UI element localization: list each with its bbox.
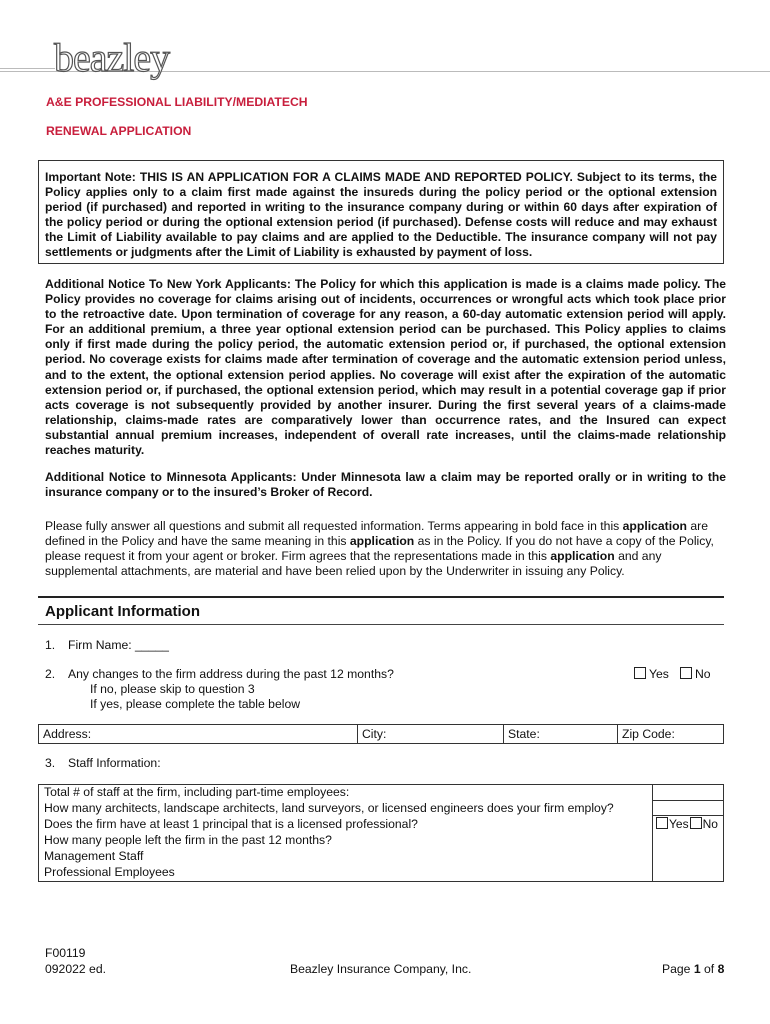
section-applicant-information	[38, 596, 724, 620]
form-number: F00119	[45, 946, 86, 960]
instructions	[45, 519, 726, 579]
company-name: Beazley Insurance Company, Inc.	[290, 962, 472, 976]
principal-no-label: No	[702, 817, 718, 831]
principal-yes-option[interactable]	[656, 817, 718, 832]
address-cell[interactable]: Address:	[43, 727, 92, 741]
staff-row-professional[interactable]: Professional Employees	[44, 865, 175, 879]
q2-yes-checkbox[interactable]	[634, 667, 646, 679]
city-cell[interactable]: City:	[357, 725, 503, 743]
question-2-text: Any changes to the firm address during the past 12 months?	[68, 667, 394, 681]
page-current: 1	[693, 962, 701, 976]
page-number	[662, 962, 724, 977]
staff-row-total[interactable]: Total # of staff at the firm, including part-time employees:	[44, 785, 350, 799]
section-title: Applicant Information	[45, 603, 200, 620]
question-2-sub-2: If yes, please complete the table below	[90, 697, 301, 711]
instructions-text-3: as in the Policy. If you do not have a copy of the Policy, please request it from your agent or broker. Firm agrees that the representations made in this	[45, 534, 714, 563]
q2-no-option[interactable]	[680, 667, 711, 682]
principal-yes-checkbox[interactable]	[656, 817, 668, 829]
staff-row-left-firm[interactable]: How many people left the firm in the past 12 months?	[44, 833, 332, 847]
q2-yes-option[interactable]	[634, 667, 669, 682]
page-of: of	[700, 962, 718, 976]
state-cell[interactable]: State:	[503, 725, 617, 743]
instructions-text-2: are defined in the Policy and have the same meaning in this	[45, 519, 709, 548]
question-3-number: 3.	[45, 756, 56, 770]
page-total: 8	[717, 962, 725, 976]
ny-notice-block	[45, 277, 726, 458]
instructions-text-4: and any supplemental attachments, are material and have been relied upon by the Underwriter in issuing any Policy.	[45, 549, 662, 578]
staff-row-management[interactable]: Management Staff	[44, 849, 144, 863]
page-prefix: Page	[662, 962, 694, 976]
staff-row-principal: Does the firm have at least 1 principal that is a licensed professional?	[44, 817, 418, 831]
form-subtitle: RENEWAL APPLICATION	[46, 124, 192, 138]
instructions-bold-2: application	[349, 534, 415, 548]
header-rule-left	[0, 68, 55, 69]
q2-yes-label: Yes	[649, 667, 669, 681]
zip-code-cell[interactable]: Zip Code:	[617, 725, 723, 743]
important-note: Important Note: THIS IS AN APPLICATION FOR A CLAIMS MADE AND REPORTED POLICY. Subject to its terms, the Policy applies only to a claim first made against the insureds during the policy period or the optional extension period (if purchased) and reported in writing to the insurance company during or within 60 days after expiration of the policy period or during the optional extension period (if purchased). Defense costs will reduce and may exhaust the Limit of Liability available to pay claims and are applied to the Deductible. The insurance company will not pay settlements or judgments after the Limit of Liability is exhausted by payment of loss.	[45, 170, 717, 260]
instructions-bold-1: application	[622, 519, 687, 533]
staff-row-licensed[interactable]: How many architects, landscape architects, land surveyors, or licensed engineers does your firm employ?	[44, 801, 614, 815]
form-title: A&E PROFESSIONAL LIABILITY/MEDIATECH	[46, 95, 308, 109]
question-3-text: Staff Information:	[68, 756, 161, 770]
firm-name-field[interactable]: Firm Name: _____	[68, 638, 169, 652]
important-note-box	[38, 160, 724, 264]
instructions-bold-3: application	[550, 549, 615, 563]
mn-notice-block	[45, 470, 726, 500]
principal-yes-label: Yes	[669, 817, 689, 831]
ny-notice: Additional Notice To New York Applicants: The Policy for which this application is made is a claims made policy. The Policy provides no coverage for claims arising out of incidents, occurrences or wrongful acts which took place prior to the retroactive date. Upon termination of coverage for any reason, a 60-day automatic extension period will apply. For an additional premium, a three year optional extension period can be purchased. This Policy applies to claims only if first made during the policy period, the automatic extension period or, if purchased, the optional extension period. No coverage exists for claims made after termination of coverage and the automatic extension period unless, and to the extent, the optional extension period applies. No coverage will exist after the expiration of the automatic extension period or, if purchased, the optional extension period, which may result in a potential coverage gap if prior acts coverage is not subsequently provided by another insurer. During the first several years of a claims-made relationship, claims-made rates are comparatively lower than occurrence rates, and the Insured can expect substantial annual premium increases, independent of overall rate increases, until the claims-made relationship reaches maturity.	[45, 277, 726, 458]
q2-no-checkbox[interactable]	[680, 667, 692, 679]
question-1-number: 1.	[45, 638, 56, 652]
form-edition: 092022 ed.	[45, 962, 106, 976]
section-underline	[38, 624, 724, 625]
mn-notice: Additional Notice to Minnesota Applicants: Under Minnesota law a claim may be reported orally or in writing to the insurance company or to the insured’s Broker of Record.	[45, 470, 726, 500]
address-table	[38, 724, 724, 744]
instructions-text-1: Please fully answer all questions and submit all requested information. Terms appearing in bold face in this	[45, 519, 623, 533]
principal-no-checkbox[interactable]	[690, 817, 702, 829]
staff-table-answer-divider	[652, 800, 724, 816]
question-2-sub-1: If no, please skip to question 3	[90, 682, 255, 696]
staff-table-answer-column	[652, 784, 724, 882]
beazley-logo: beazley	[54, 35, 170, 80]
q2-no-label: No	[695, 667, 711, 681]
instructions-block	[45, 519, 726, 579]
staff-table	[38, 784, 724, 882]
question-2-number: 2.	[45, 667, 56, 681]
